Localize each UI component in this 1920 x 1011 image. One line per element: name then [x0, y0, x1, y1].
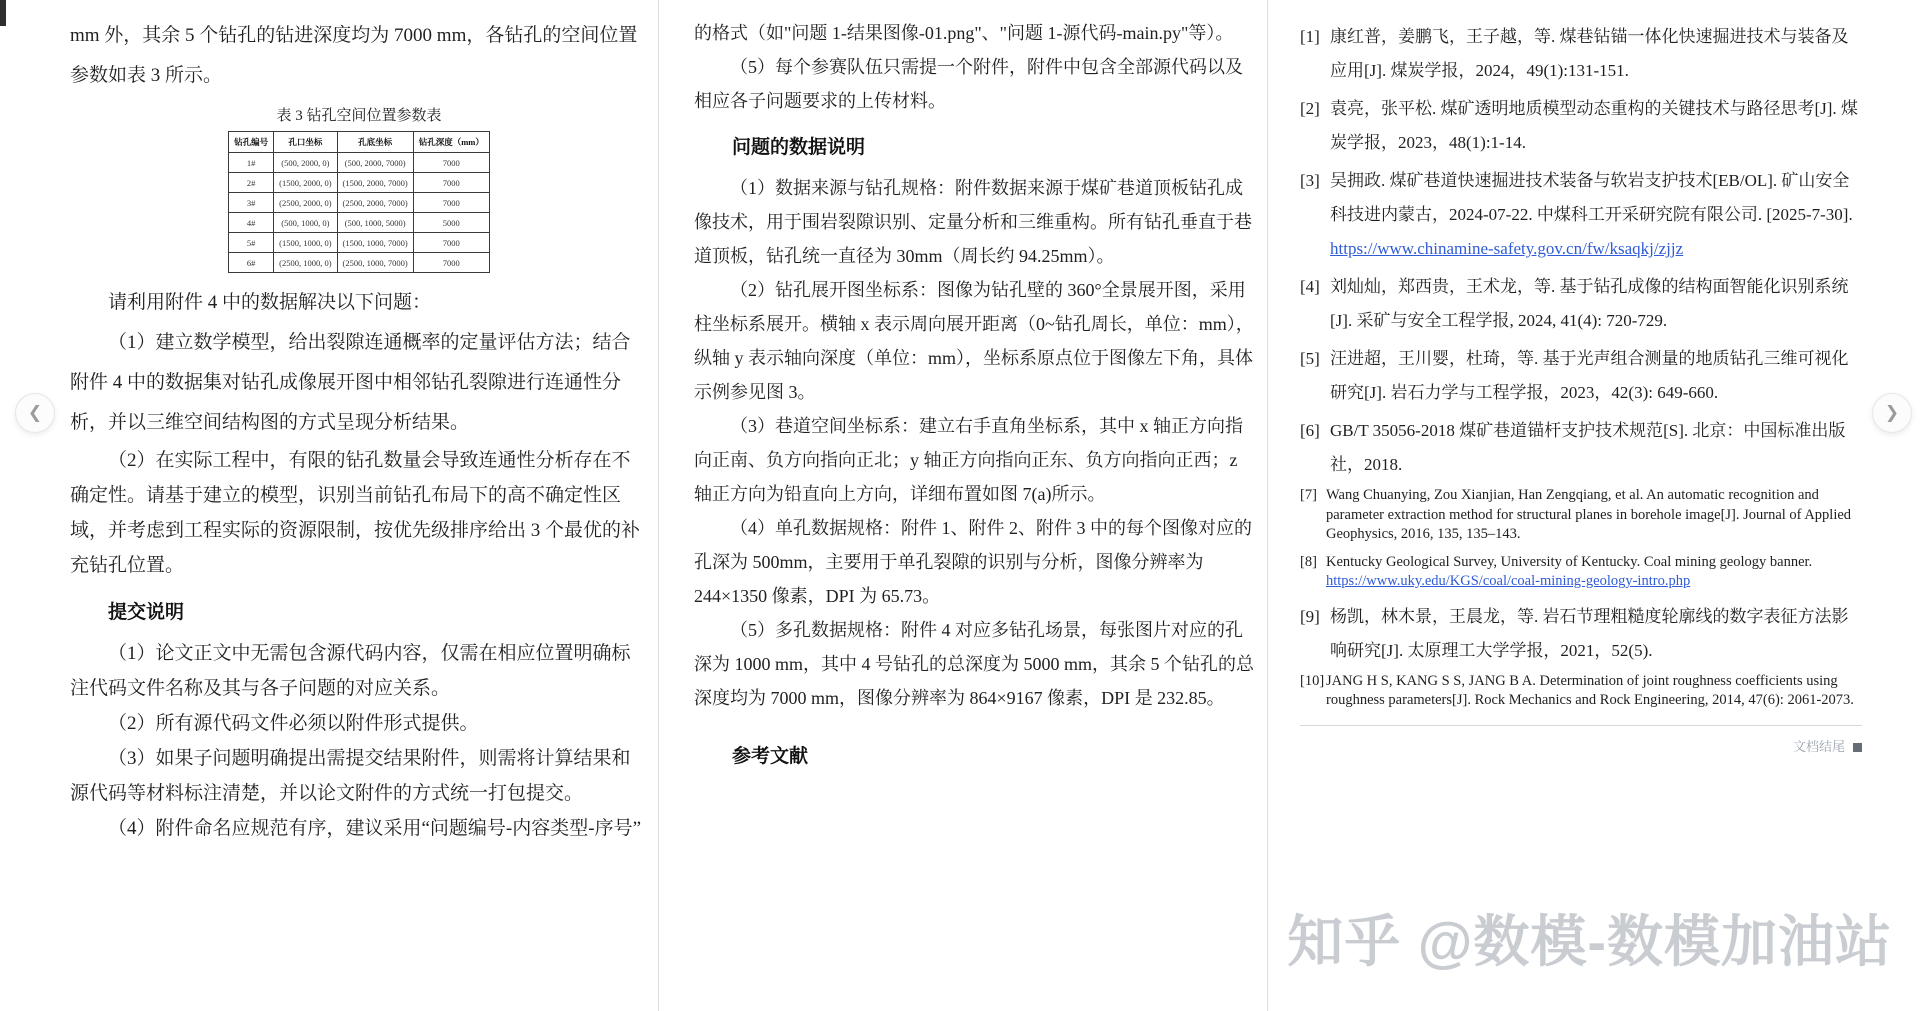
col-header: 孔口坐标 — [274, 132, 337, 153]
column-divider — [1267, 0, 1268, 1011]
next-page-button[interactable] — [1872, 393, 1912, 433]
page-column-1 — [70, 0, 648, 846]
submission-item: （3）如果子问题明确提出需提交结果附件，则需将计算结果和源代码等材料标注清楚，并以论文附件的方式统一打包提交。 — [70, 748, 631, 804]
reference-item: [1] 康红普，姜鹏飞，王子越，等. 煤巷钻锚一体化快速掘进技术与装备及应用[J]. 煤炭学报，2024，49(1):131-151. — [1300, 27, 1849, 80]
submission-item-5: （5）每个参赛队伍只需提一个附件，附件中包含全部源代码以及相应各子问题要求的上传材料。 — [694, 57, 1243, 111]
table-row: 6# (2500, 1000, 0) (2500, 1000, 7000) 7000 — [229, 253, 490, 273]
submission-item: （4）附件命名应规范有序，建议采用“问题编号-内容类型-序号” — [108, 818, 642, 839]
end-square-icon — [1853, 743, 1862, 752]
submission-item: （1）论文正文中无需包含源代码内容，仅需在相应位置明确标注代码文件名称及其与各子问题的对应关系。 — [70, 643, 631, 699]
reference-link[interactable]: https://www.uky.edu/KGS/coal/coal-mining-geology-intro.php — [1326, 573, 1691, 589]
reference-item: [9] 杨凯，林木景，王晨龙，等. 岩石节理粗糙度轮廓线的数字表征方法影响研究[J]. 太原理工大学学报，2021，52(5). — [1300, 606, 1849, 660]
table-row: 3# (2500, 2000, 0) (2500, 2000, 7000) 7000 — [229, 193, 490, 213]
data-description-heading: 问题的数据说明 — [732, 137, 866, 158]
col-header: 孔底坐标 — [337, 132, 413, 153]
document-end-block — [1300, 725, 1862, 755]
table-row: 1# (500, 2000, 0) (500, 2000, 7000) 7000 — [229, 153, 490, 173]
column-divider — [658, 0, 659, 1011]
table-caption: 表 3 钻孔空间位置参数表 — [276, 108, 442, 124]
table-row: 4# (500, 1000, 0) (500, 1000, 5000) 5000 — [229, 213, 490, 233]
paragraph-continuation: mm 外，其余 5 个钻孔的钻进深度均为 7000 mm，各钻孔的空间位置参数如表 3 所示。 — [70, 25, 638, 86]
reference-item: [5] 汪进超，王川婴，杜琦，等. 基于光声组合测量的地质钻孔三维可视化研究[J]. 岩石力学与工程学报，2023，42(3): 649-660. — [1300, 349, 1849, 402]
zhihu-watermark: 知乎 @数模-数模加油站 — [1287, 910, 1892, 973]
data-item: （2）钻孔展开图坐标系：图像为钻孔壁的 360°全景展开图，采用柱坐标系展开。横轴 x 表示周向展开距离（0~钻孔周长，单位：mm），纵轴 y 表示轴向深度（单位：mm），坐标系原点位于图像左下角，具体示例参见图 3。 — [694, 280, 1254, 402]
page-column-2 — [694, 0, 1259, 780]
data-item: （1）数据来源与钻孔规格：附件数据来源于煤矿巷道顶板钻孔成像技术，用于围岩裂隙识别、定量分析和三维重构。所有钻孔垂直于巷道顶板，钻孔统一直径为 30mm（周长约 94.25mm）。 — [694, 178, 1252, 266]
submission-heading: 提交说明 — [108, 602, 185, 623]
references-heading: 参考文献 — [732, 746, 809, 767]
paragraph-intro: 请利用附件 4 中的数据解决以下问题： — [108, 292, 432, 313]
reference-item: [10] JANG H S, KANG S S, JANG B A. Determination of joint roughness coefficients using roughness parameters[J]. Rock Mechanics and Rock Engineering, 2014, 47(6): 2061-2073. — [1300, 672, 1854, 708]
paragraph-question-2: （2）在实际工程中，有限的钻孔数量会导致连通性分析存在不确定性。请基于建立的模型，识别当前钻孔布局下的高不确定性区域，并考虑到工程实际的资源限制，按优先级排序给出 3 个最优的补充钻孔位置。 — [70, 450, 641, 576]
reference-item: [3] 吴拥政. 煤矿巷道快速掘进技术装备与软岩支护技术[EB/OL]. 矿山安全科技进内蒙古，2024-07-22. 中煤科工开采研究院有限公司. [2025-7-30]. https://www.chinamine-safety.gov.cn/fw/ksaqkj/zjjz — [1300, 164, 1862, 266]
paragraph-question-1: （1）建立数学模型，给出裂隙连通概率的定量评估方法；结合附件 4 中的数据集对钻孔成像展开图中相邻钻孔裂隙进行连通性分析，并以三维空间结构图的方式呈现分析结果。 — [70, 332, 631, 433]
page-corner-artifact — [0, 0, 6, 26]
table-header-row — [229, 132, 490, 153]
table-row: 2# (1500, 2000, 0) (1500, 2000, 7000) 7000 — [229, 173, 490, 193]
data-item: （5）多孔数据规格：附件 4 对应多钻孔场景，每张图片对应的孔深为 1000 mm，其中 4 号钻孔的总深度为 5000 mm，其余 5 个钻孔的总深度均为 7000 mm，图像分辨率为 864×9167 像素，DPI 是 232.85。 — [694, 620, 1255, 708]
reference-item: [7] Wang Chuanying, Zou Xianjian, Han Zengqiang, et al. An automatic recognition and parameter extraction method for structural planes in borehole image[J]. Journal of Applied Geophysics, 2016, 135, 135–143. — [1300, 487, 1852, 542]
reference-item: [2] 袁亮，张平松. 煤矿透明地质模型动态重构的关键技术与路径思考[J]. 煤炭学报，2023，48(1):1-14. — [1300, 99, 1858, 152]
table-row: 5# (1500, 1000, 0) (1500, 1000, 7000) 7000 — [229, 233, 490, 253]
reference-link[interactable]: https://www.chinamine-safety.gov.cn/fw/ksaqkj/zjjz — [1330, 239, 1684, 258]
page-column-3 — [1300, 0, 1862, 755]
col-header: 钻孔编号 — [229, 132, 274, 153]
reference-item: [4] 刘灿灿，郑西贵，王术龙，等. 基于钻孔成像的结构面智能化识别系统[J]. 采矿与安全工程学报, 2024, 41(4): 720-729. — [1300, 277, 1849, 330]
reference-item: [8] Kentucky Geological Survey, University of Kentucky. Coal mining geology banner. https://www.uky.edu/KGS/coal/coal-mining-geology-intro.php — [1300, 553, 1862, 592]
borehole-position-table — [228, 131, 490, 273]
data-item: （4）单孔数据规格：附件 1、附件 2、附件 3 中的每个图像对应的孔深为 500mm，主要用于单孔裂隙的识别与分析，图像分辨率为 244×1350 像素，DPI 为 65.73。 — [694, 518, 1252, 606]
prev-page-button[interactable] — [15, 393, 55, 433]
data-item: （3）巷道空间坐标系：建立右手直角坐标系，其中 x 轴正方向指向正南、负方向指向正北；y 轴正方向指向正东、负方向指向正西；z 轴正方向为铅直向上方向，详细布置如图 7(a)所示。 — [694, 416, 1243, 504]
reference-item: [6] GB/T 35056-2018 煤矿巷道锚杆支护技术规范[S]. 北京：中国标准出版社，2018. — [1300, 421, 1846, 474]
chevron-left-icon: ❮ — [27, 403, 43, 422]
document-end-marker: 文档结尾 — [1300, 736, 1862, 755]
chevron-right-icon: ❯ — [1884, 403, 1900, 422]
col-header: 钻孔深度（mm） — [413, 132, 489, 153]
paragraph-continuation: 的格式（如"问题 1-结果图像-01.png"、"问题 1-源代码-main.py"等）。 — [694, 23, 1234, 43]
submission-item: （2）所有源代码文件必须以附件形式提供。 — [108, 713, 479, 734]
end-divider — [1300, 725, 1862, 726]
